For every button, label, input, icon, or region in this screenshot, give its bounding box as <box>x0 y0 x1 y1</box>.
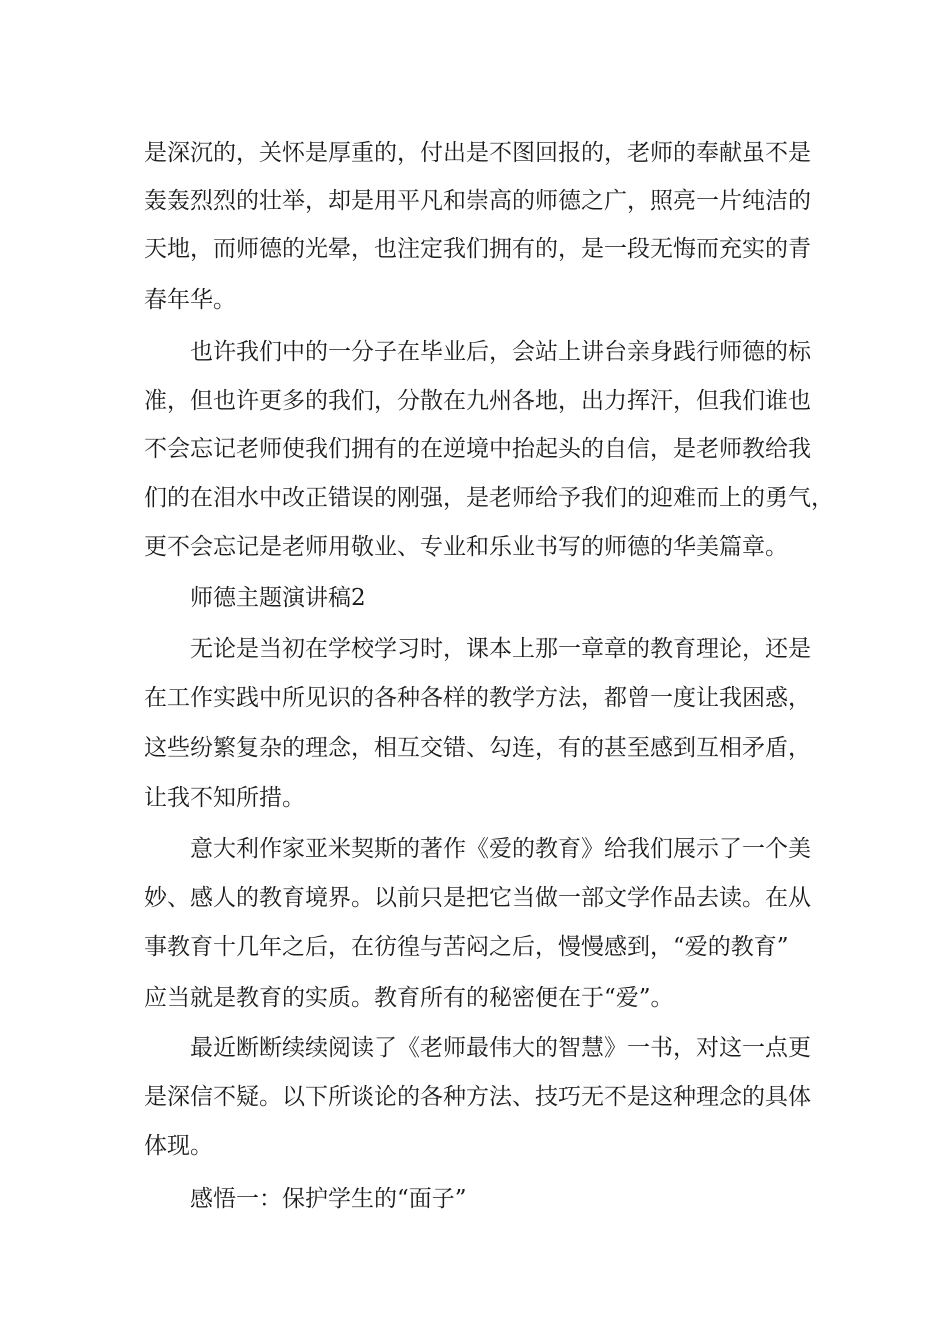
section-title: 师德主题演讲稿2 <box>190 585 366 611</box>
paragraph-line: 体现。 <box>144 1133 213 1159</box>
paragraph-line: 妙、感人的教育境界。以前只是把它当做一部文学作品去读。在从 <box>144 885 811 911</box>
paragraph-line: 最近断断续续阅读了《老师最伟大的智慧》一书，对这一点更 <box>190 1035 811 1061</box>
paragraph-line: 意大利作家亚米契斯的著作《爱的教育》给我们展示了一个美 <box>190 836 811 862</box>
paragraph-line: 这些纷繁复杂的理念，相互交错、勾连，有的甚至感到互相矛盾， <box>144 735 811 761</box>
paragraph-line: 们的在泪水中改正错误的刚强，是老师给予我们的迎难而上的勇气， <box>144 485 834 511</box>
paragraph-line: 是深沉的，关怀是厚重的，付出是不图回报的，老师的奉献虽不是 <box>144 140 811 166</box>
paragraph-line: 在工作实践中所见识的各种各样的教学方法，都曾一度让我困惑， <box>144 685 811 711</box>
paragraph-line: 也许我们中的一分子在毕业后，会站上讲台亲身践行师德的标 <box>190 339 811 365</box>
paragraph-line: 应当就是教育的实质。教育所有的秘密便在于“爱”。 <box>144 985 674 1011</box>
paragraph-line: 不会忘记老师使我们拥有的在逆境中抬起头的自信，是老师教给我 <box>144 436 811 462</box>
paragraph-line: 天地，而师德的光晕，也注定我们拥有的，是一段无悔而充实的青 <box>144 236 811 262</box>
paragraph-line: 无论是当初在学校学习时，课本上那一章章的教育理论，还是 <box>190 636 811 662</box>
paragraph-line: 春年华。 <box>144 287 236 313</box>
paragraph-line: 事教育十几年之后，在彷徨与苦闷之后，慢慢感到，“爱的教育” <box>144 934 789 960</box>
paragraph-line: 轰轰烈烈的壮举，却是用平凡和崇高的师德之广，照亮一片纯洁的 <box>144 188 811 214</box>
paragraph-line: 让我不知所措。 <box>144 785 305 811</box>
paragraph-line: 是深信不疑。以下所谈论的各种方法、技巧无不是这种理念的具体 <box>144 1084 811 1110</box>
paragraph-line: 准，但也许更多的我们，分散在九州各地，出力挥汗，但我们谁也 <box>144 388 811 414</box>
paragraph-line: 更不会忘记是老师用敬业、专业和乐业书写的师德的华美篇章。 <box>144 534 788 560</box>
subsection-title: 感悟一：保护学生的“面子” <box>190 1186 467 1212</box>
